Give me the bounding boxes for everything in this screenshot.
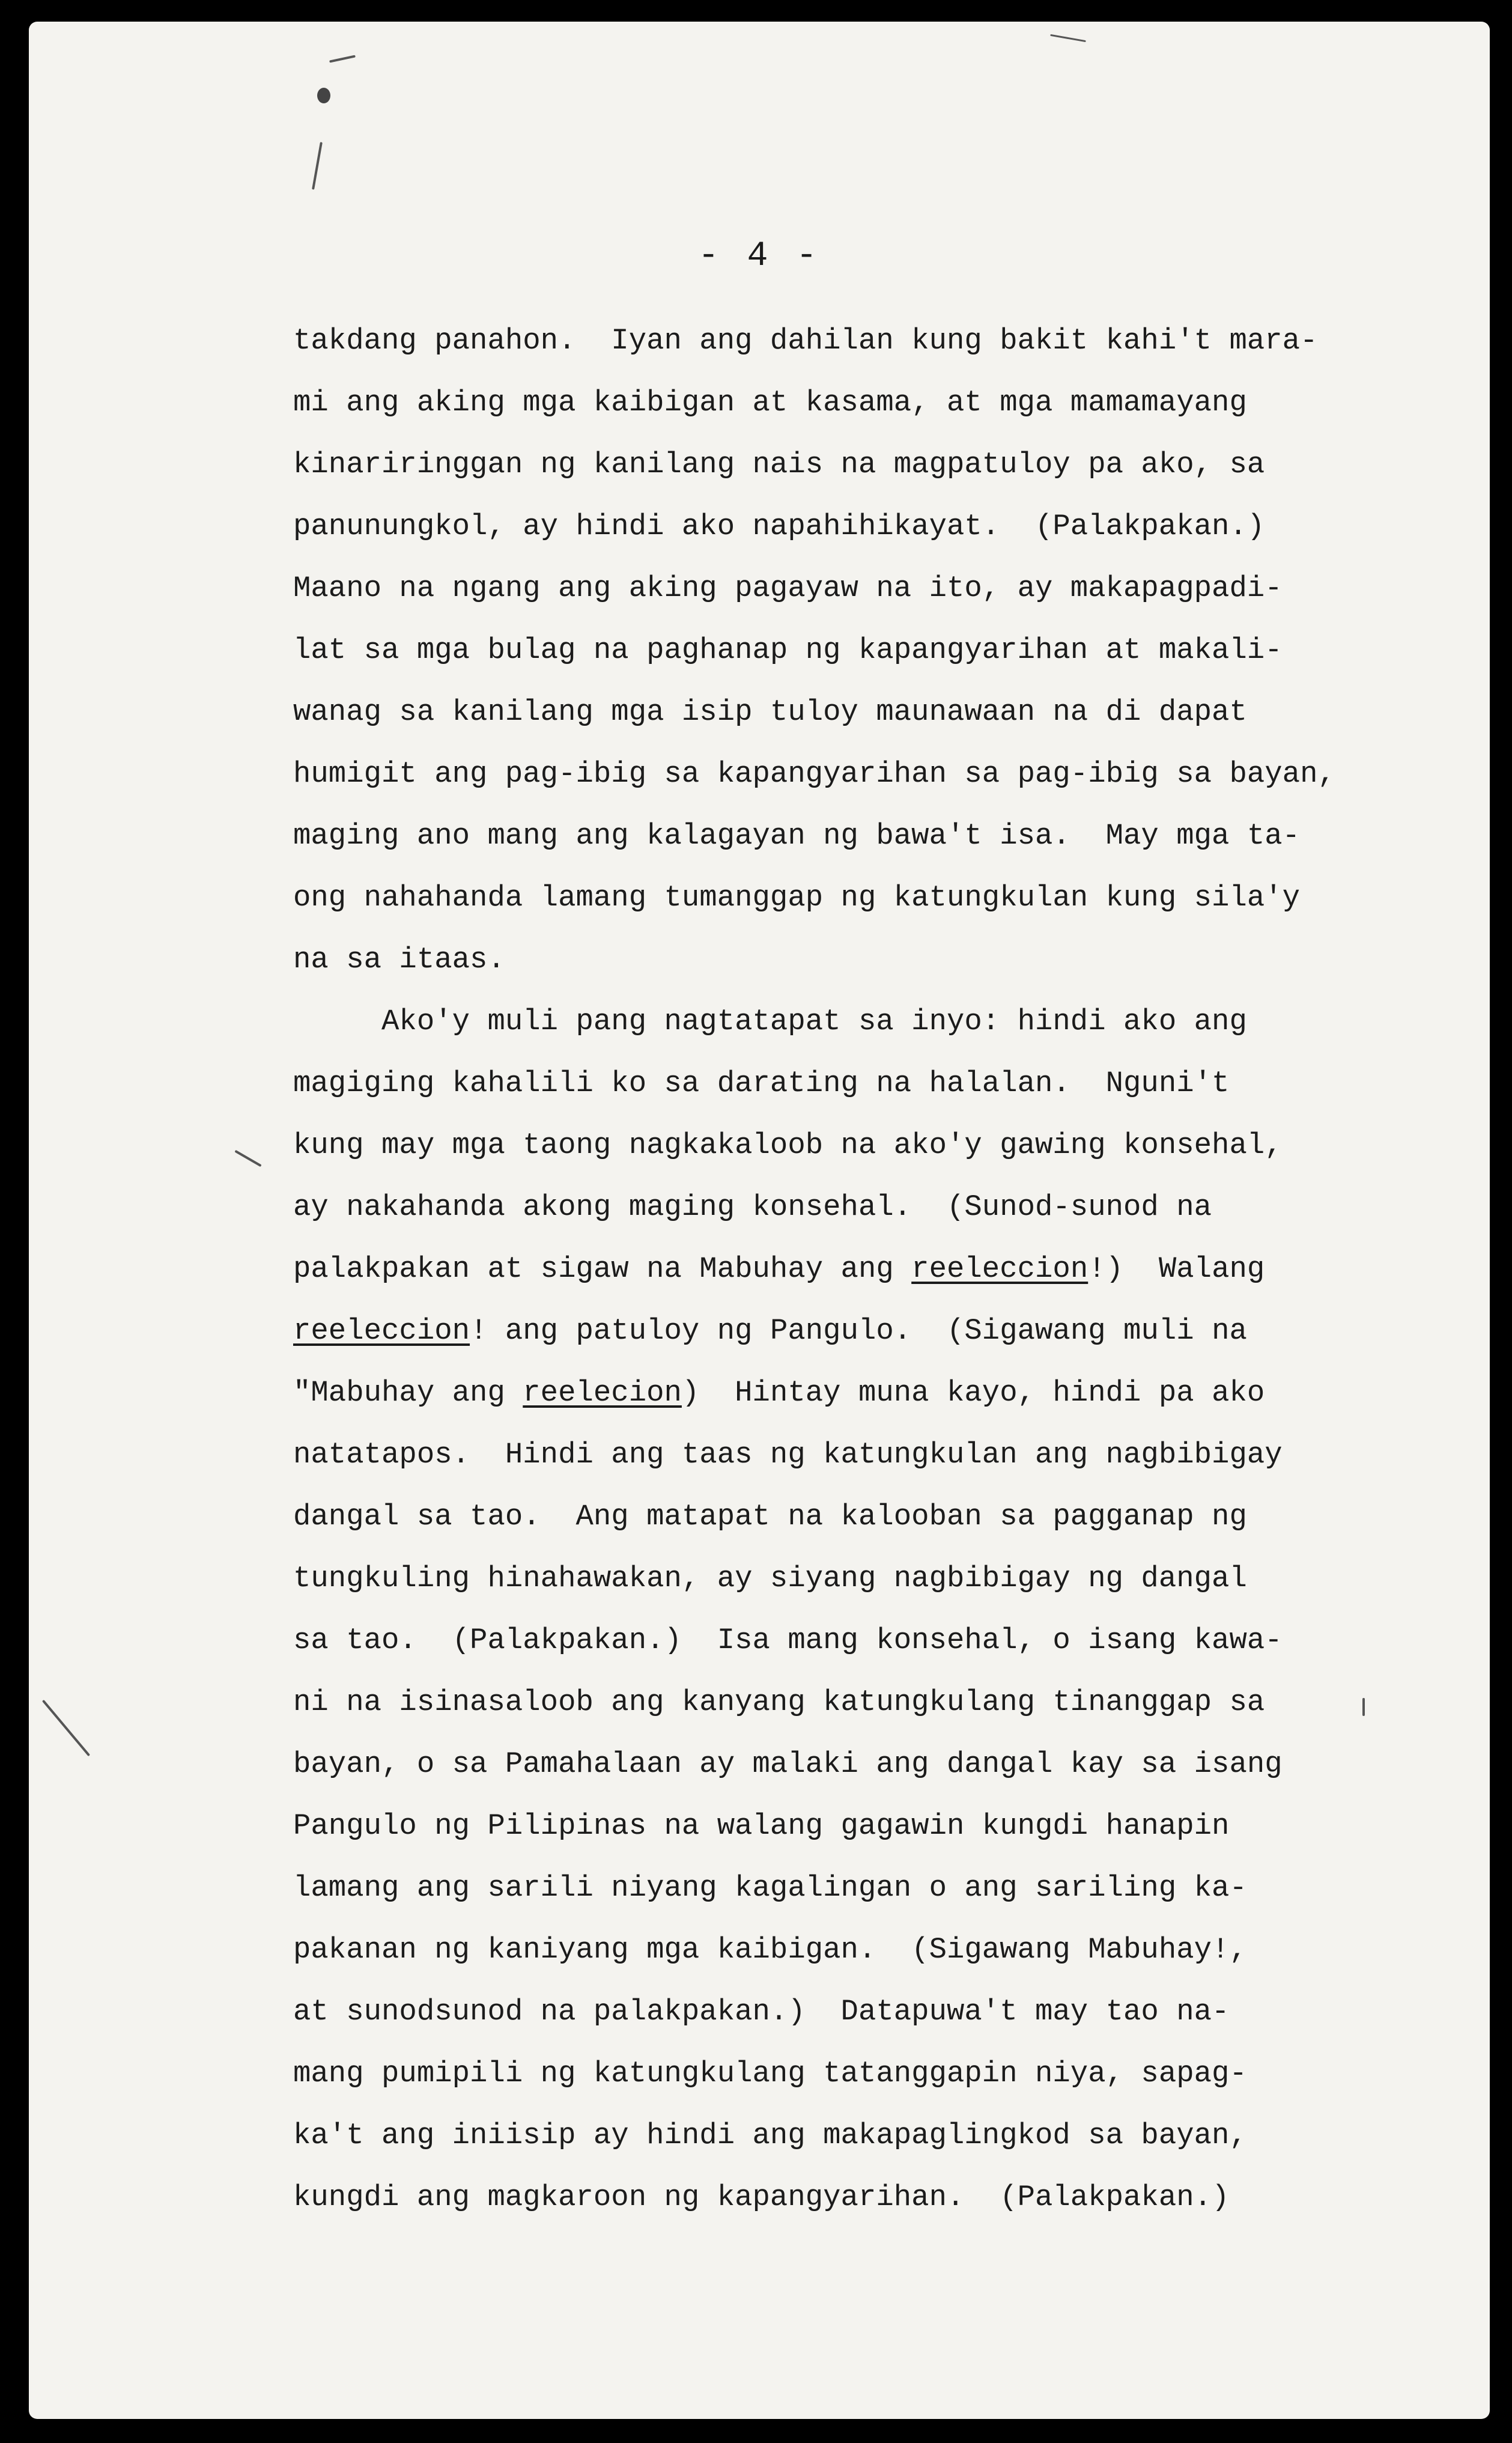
text-line [293,1919,1398,1981]
text-line [293,681,1398,743]
text-line-segment: sa tao. (Palakpakan.) Isa mang konsehal, o isang kawa- [293,1623,1283,1657]
underlined-word: reeleccion [911,1252,1088,1286]
text-line-segment: ka't ang iniisip ay hindi ang makapaglingkod sa bayan, [293,2119,1247,2152]
text-line-segment: !) Walang [1088,1252,1265,1286]
text-line [293,1176,1398,1238]
text-line-segment: bayan, o sa Pamahalaan ay malaki ang dangal kay sa isang [293,1747,1283,1781]
text-line [293,1486,1398,1548]
text-line-segment: dangal sa tao. Ang matapat na kalooban sa pagganap ng [293,1500,1247,1533]
margin-mark [42,1700,90,1756]
text-line [293,558,1398,619]
text-line [293,2043,1398,2105]
text-line [293,805,1398,867]
document-page [29,22,1490,2419]
body-text [293,310,1398,2229]
text-line-segment: kinariringgan ng kanilang nais na magpatuloy pa ako, sa [293,448,1265,481]
ink-stroke [1050,34,1086,42]
text-line [293,1300,1398,1362]
margin-mark [234,1150,261,1167]
text-line-segment: ong nahahanda lamang tumanggap ng katungkulan kung sila'y [293,881,1301,914]
text-line-segment: at sunodsunod na palakpakan.) Datapuwa't may tao na- [293,1995,1230,2028]
text-line-segment: lamang ang sarili niyang kagalingan o ang sariling ka- [293,1871,1247,1905]
ink-stroke [312,142,323,189]
text-line [293,1672,1398,1733]
text-line [293,1548,1398,1610]
text-line-segment: na sa itaas. [293,943,505,976]
text-line-segment: mang pumipili ng katungkulang tatanggapin niya, sapag- [293,2057,1247,2090]
text-line-segment: natatapos. Hindi ang taas ng katungkulan ang nagbibigay [293,1438,1283,1471]
text-line [293,1733,1398,1795]
text-line-segment: ni na isinasaloob ang kanyang katungkulang tinanggap sa [293,1685,1265,1719]
text-line-segment: lat sa mga bulag na paghanap ng kapangyarihan at makali- [293,633,1283,667]
text-line-segment: Ako'y muli pang nagtatapat sa inyo: hindi ako ang [293,1005,1247,1038]
text-line-segment: panunungkol, ay hindi ako napahihikayat. (Palakpakan.) [293,510,1265,543]
text-line [293,619,1398,681]
text-line [293,1610,1398,1672]
text-line [293,310,1398,372]
text-line [293,1981,1398,2043]
text-line-segment: humigit ang pag-ibig sa kapangyarihan sa pag-ibig sa bayan, [293,757,1335,791]
text-line-segment: tungkuling hinahawakan, ay siyang nagbibigay ng dangal [293,1562,1247,1595]
text-line-segment: pakanan ng kaniyang mga kaibigan. (Sigawang Mabuhay!, [293,1933,1247,1967]
text-line [293,1053,1398,1115]
underlined-word: reeleccion [293,1314,470,1348]
ink-stroke [329,55,356,62]
text-line [293,1238,1398,1300]
text-line-segment: Maano na ngang ang aking pagayaw na ito, ay makapagpadi- [293,571,1283,605]
text-line [293,1362,1398,1424]
text-line-segment: mi ang aking mga kaibigan at kasama, at mga mamamayang [293,386,1247,419]
text-line [293,372,1398,434]
text-line-segment: kungdi ang magkaroon ng kapangyarihan. (Palakpakan.) [293,2180,1230,2214]
ink-blot [317,88,330,103]
text-line [293,1115,1398,1176]
text-line-segment: Pangulo ng Pilipinas na walang gagawin kungdi hanapin [293,1809,1230,1843]
text-line [293,991,1398,1053]
text-line-segment: ay nakahanda akong maging konsehal. (Sunod-sunod na [293,1190,1212,1224]
text-line [293,1857,1398,1919]
text-line [293,2167,1398,2229]
text-line [293,496,1398,558]
text-line [293,1795,1398,1857]
text-line-segment: "Mabuhay ang [293,1376,523,1410]
text-line [293,434,1398,496]
page-number: - 4 - [697,237,821,276]
underlined-word: reelecion [523,1376,682,1410]
text-line-segment: palakpakan at sigaw na Mabuhay ang [293,1252,912,1286]
text-line [293,1424,1398,1486]
text-line-segment: magiging kahalili ko sa darating na halalan. Nguni't [293,1066,1230,1100]
text-line-segment: kung may mga taong nagkakaloob na ako'y gawing konsehal, [293,1128,1283,1162]
text-line [293,2105,1398,2167]
text-line-segment: ! ang patuloy ng Pangulo. (Sigawang muli na [470,1314,1247,1348]
text-line-segment: ) Hintay muna kayo, hindi pa ako [681,1376,1265,1410]
text-line [293,929,1398,991]
text-line-segment: maging ano mang ang kalagayan ng bawa't isa. May mga ta- [293,819,1301,853]
text-line-segment: takdang panahon. Iyan ang dahilan kung bakit kahi't mara- [293,324,1318,357]
text-line-segment: wanag sa kanilang mga isip tuloy maunawaan na di dapat [293,695,1247,729]
text-line [293,867,1398,929]
text-line [293,743,1398,805]
